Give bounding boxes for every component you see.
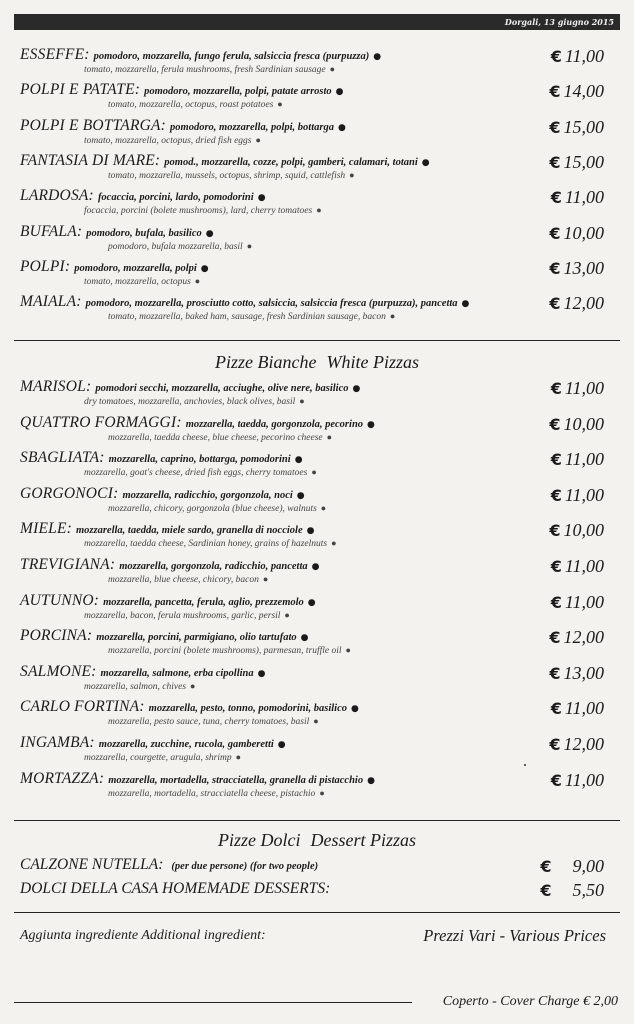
item-price [551, 556, 604, 577]
item-price [551, 187, 604, 208]
euro-icon: € [549, 223, 561, 243]
bullet-icon: ● [461, 299, 470, 310]
item-name: SBAGLIATA: [20, 449, 105, 467]
bullet-icon: ● [335, 87, 344, 98]
bullet-icon: ● [255, 134, 261, 145]
item-price [549, 414, 604, 435]
price-value: 10,00 [563, 520, 604, 541]
bullet-icon: ● [284, 609, 290, 620]
item-ingredients-it: pomod., mozzarella, cozze, polpi, gamberi, calamari, totani [164, 156, 418, 168]
item-name: ESSEFFE: [20, 46, 90, 63]
item-ingredients-it: focaccia, porcini, lardo, pomodorini [97, 192, 254, 204]
dessert-price: € 9,00 [540, 856, 604, 876]
price-value: 11,00 [564, 484, 604, 505]
header-bar [14, 14, 620, 30]
menu-item [20, 770, 610, 800]
bullet-icon: ● [190, 680, 196, 691]
item-ingredients-en: mozzarella, goat's cheese, dried fish eggs, cherry tomatoes [84, 468, 308, 479]
item-ingredients-it: pomodoro, bufala, basilico [86, 227, 202, 239]
euro-icon: € [550, 450, 562, 470]
euro-icon: € [550, 557, 562, 576]
price-value: 12,00 [563, 627, 604, 648]
item-ingredients-it: mozzarella, taedda, gorgonzola, pecorino [185, 418, 364, 430]
item-ingredients-en: mozzarella, blue cheese, chicory, bacon [108, 575, 259, 585]
item-ingredients-it: mozzarella, gorgonzola, radicchio, pancetta [119, 561, 308, 572]
menu-item [20, 117, 610, 147]
bullet-icon: ● [320, 502, 327, 513]
cover-charge-label: Coperto - Cover Charge € 2,00 [442, 994, 618, 1009]
bullet-icon: ● [319, 787, 325, 798]
bullet-icon: ● [205, 228, 214, 239]
item-price [549, 627, 604, 648]
divider [14, 340, 620, 341]
item-name: POLPI E BOTTARGA: [20, 116, 167, 134]
menu-item [20, 734, 610, 764]
bullet-icon: ● [246, 240, 253, 251]
item-price [551, 46, 604, 67]
bullet-icon: ● [349, 169, 355, 180]
menu-item [20, 378, 610, 408]
item-price [551, 698, 604, 719]
menu-item [20, 592, 610, 622]
item-ingredients-it: pomodoro, mozzarella, polpi, bottarga [170, 121, 334, 133]
item-name: AUTUNNO: [20, 591, 100, 609]
dessert-name: CALZONE NUTELLA: [20, 856, 164, 873]
item-ingredients-it: pomodoro, mozzarella, prosciutto cotto, salsiccia, salsiccia fresca (purpuzza), pancetta [85, 298, 458, 310]
item-name: MARISOL: [20, 378, 92, 395]
item-ingredients-it: pomodori secchi, mozzarella, acciughe, olive nere, basilico [95, 383, 349, 394]
item-name: MAIALA: [20, 293, 82, 311]
item-ingredients-it: mozzarella, taedda, miele sardo, granella di nocciole [76, 525, 303, 537]
bullet-icon: ● [277, 99, 283, 110]
item-name: BUFALA: [20, 222, 83, 240]
item-ingredients-en: tomato, mozzarella, octopus, roast potatoes [108, 100, 274, 111]
bullet-icon: ● [345, 645, 351, 656]
item-price [549, 223, 604, 244]
euro-icon: € [550, 188, 562, 208]
menu-item [20, 663, 610, 693]
location-date: Dorgali, 13 giugno 2015 [504, 17, 614, 27]
menu-item [20, 414, 610, 444]
dessert-price: € 5,50 [540, 880, 604, 900]
item-price [549, 117, 604, 138]
footer-rule [14, 1002, 412, 1003]
bullet-icon: ● [421, 157, 430, 168]
dessert-row [20, 880, 610, 902]
item-price [549, 734, 604, 755]
menu-item [20, 187, 610, 217]
price-value: 11,00 [564, 769, 604, 790]
item-ingredients-en: tomato, mozzarella, mussels, octopus, shrimp, squid, cattlefish [108, 170, 346, 181]
menu-item [20, 81, 610, 111]
various-prices-label: Prezzi Vari - Various Prices [423, 926, 606, 945]
item-price [551, 485, 604, 506]
bullet-icon: ● [326, 431, 333, 442]
menu-item [20, 449, 610, 479]
bullet-icon: ● [294, 455, 303, 466]
bullet-icon: ● [316, 205, 322, 216]
white-title-en: White Pizzas [326, 352, 419, 372]
euro-icon: € [549, 663, 561, 683]
menu-item [20, 520, 610, 550]
bullet-icon: ● [257, 668, 266, 679]
price-value: 11,00 [564, 449, 604, 470]
price-value: 15,00 [563, 116, 604, 137]
item-ingredients-en: mozzarella, chicory, gorgonzola (blue cheese), walnuts [108, 503, 317, 514]
menu-item [20, 698, 610, 728]
item-ingredients-it: mozzarella, pesto, tonno, pomodorini, basilico [148, 703, 348, 715]
item-price [551, 770, 604, 791]
price-value: 11,00 [564, 591, 604, 612]
euro-icon: € [549, 735, 561, 754]
item-ingredients-en: tomato, mozzarella, octopus, dried fish eggs [84, 135, 252, 146]
item-name: QUATTRO FORMAGGI: [20, 413, 182, 431]
item-ingredients-en: mozzarella, bacon, ferula mushrooms, garlic, persil [84, 610, 281, 621]
bullet-icon: ● [311, 562, 320, 572]
euro-icon: € [549, 258, 561, 278]
item-price [549, 520, 604, 541]
item-ingredients-en: mozzarella, taedda cheese, Sardinian honey, grains of hazelnuts [84, 539, 328, 550]
bullet-icon: ● [296, 490, 305, 501]
item-name: SALMONE: [20, 662, 97, 680]
item-name: INGAMBA: [20, 734, 95, 751]
bullet-icon: ● [329, 64, 336, 74]
item-name: PORCINA: [20, 627, 93, 645]
price-value: 10,00 [563, 222, 604, 243]
euro-icon: € [549, 117, 561, 137]
bullet-icon: ● [351, 704, 359, 715]
menu-item [20, 46, 610, 76]
item-ingredients-en: mozzarella, salmon, chives [84, 681, 187, 692]
item-price [549, 258, 604, 279]
divider [14, 820, 620, 821]
cover-charge [443, 994, 618, 1010]
bullet-icon: ● [257, 193, 266, 204]
item-name: MIELE: [20, 520, 72, 538]
various-prices [20, 926, 606, 946]
item-name: CARLO FORTINA: [20, 698, 145, 716]
price-value: 11,00 [564, 46, 604, 66]
dessert-row [20, 856, 610, 878]
menu-item [20, 627, 610, 657]
bullet-icon: ● [389, 311, 396, 322]
item-ingredients-en: mozzarella, courgette, arugula, shrimp [84, 753, 232, 763]
euro-icon: € [550, 699, 562, 719]
euro-icon: € [550, 770, 562, 790]
bullet-icon: ● [331, 538, 337, 549]
item-price [549, 293, 604, 314]
item-ingredients-en: mozzarella, pesto sauce, tuna, cherry tomatoes, basil [108, 717, 310, 728]
dessert-title-en: Dessert Pizzas [310, 830, 416, 850]
item-name: FANTASIA DI MARE: [20, 151, 161, 169]
menu-item [20, 223, 610, 253]
bullet-icon: ● [367, 775, 375, 786]
divider [14, 912, 620, 913]
euro-icon: € [550, 379, 562, 398]
item-price [551, 592, 604, 613]
item-ingredients-it: mozzarella, mortadella, stracciatella, granella di pistacchio [108, 774, 364, 786]
menu-item [20, 485, 610, 515]
bullet-icon: ● [373, 52, 382, 62]
euro-icon: € [549, 414, 561, 434]
euro-icon: € [549, 82, 561, 102]
item-price [549, 81, 604, 102]
item-price [551, 449, 604, 470]
euro-icon: € [540, 881, 552, 900]
menu-item [20, 556, 610, 586]
bullet-icon: ● [299, 396, 305, 406]
item-price [549, 663, 604, 684]
item-ingredients-it: mozzarella, salmone, erba cipollina [100, 667, 254, 679]
item-ingredients-en: focaccia, porcini (bolete mushrooms), lard, cherry tomatoes [84, 206, 313, 217]
euro-icon: € [540, 857, 552, 876]
euro-icon: € [550, 592, 562, 612]
item-ingredients-it: pomodoro, mozzarella, polpi, patate arrosto [144, 86, 332, 98]
bullet-icon: ● [306, 526, 315, 537]
price-value: 10,00 [563, 413, 604, 434]
white-title-it: Pizze Bianche [215, 352, 317, 372]
dessert-section-title [0, 830, 634, 851]
item-ingredients-it: mozzarella, caprino, bottarga, pomodorini [108, 454, 291, 466]
price-value: 13,00 [563, 257, 604, 278]
item-ingredients-it: mozzarella, zucchine, rucola, gamberetti [98, 739, 274, 750]
euro-icon: € [549, 294, 561, 314]
item-name: LARDOSA: [20, 187, 94, 205]
bullet-icon: ● [311, 467, 317, 478]
bullet-icon: ● [200, 263, 209, 274]
price-value: 14,00 [563, 81, 604, 102]
item-name: POLPI: [20, 257, 71, 275]
bullet-icon: ● [235, 752, 242, 762]
price-value: 11,00 [564, 378, 604, 398]
bullet-icon: ● [352, 384, 361, 394]
price-value: 13,00 [563, 662, 604, 683]
item-ingredients-en: tomato, mozzarella, ferula mushrooms, fresh Sardinian sausage [84, 65, 326, 75]
bullet-icon: ● [300, 633, 309, 644]
dessert-title-it: Pizze Dolci [217, 830, 301, 850]
item-ingredients-it: mozzarella, pancetta, ferula, aglio, prezzemolo [103, 596, 304, 608]
item-ingredients-en: tomato, mozzarella, baked ham, sausage, fresh Sardinian sausage, bacon [108, 312, 386, 323]
item-ingredients-en: mozzarella, taedda cheese, blue cheese, pecorino cheese [108, 432, 323, 443]
item-ingredients-en: pomodoro, bufala mozzarella, basil [108, 241, 243, 252]
item-ingredients-it: pomodoro, mozzarella, polpi [74, 262, 197, 274]
euro-icon: € [549, 152, 561, 172]
item-name: POLPI E PATATE: [20, 81, 141, 99]
euro-icon: € [549, 628, 561, 648]
white-section-title [0, 352, 634, 373]
bullet-icon: ● [277, 740, 286, 750]
item-price [549, 152, 604, 173]
item-ingredients-it: pomodoro, mozzarella, fungo ferula, salsiccia fresca (purpuzza) [93, 51, 370, 62]
item-name: GORGONOCI: [20, 484, 119, 502]
item-ingredients-en: tomato, mozzarella, octopus [84, 276, 191, 287]
item-ingredients-en: dry tomatoes, mozzarella, anchovies, black olives, basil [84, 397, 296, 407]
euro-icon: € [549, 521, 561, 541]
price-value: 12,00 [563, 293, 604, 314]
bullet-icon: ● [262, 574, 269, 584]
item-name: TREVIGIANA: [20, 556, 116, 573]
item-price [551, 378, 604, 399]
item-ingredients-en: mozzarella, mortadella, stracciatella cheese, pistachio [108, 788, 316, 799]
menu-item [20, 258, 610, 288]
additional-label: Aggiunta ingrediente Additional ingredient: [20, 928, 266, 943]
menu-item [20, 293, 610, 323]
menu-item [20, 152, 610, 182]
bullet-icon: ● [307, 597, 316, 608]
price-value: 11,00 [564, 556, 604, 576]
item-ingredients-it: mozzarella, porcini, parmigiano, olio tartufato [96, 632, 297, 644]
dessert-name: DOLCI DELLA CASA HOMEMADE DESSERTS: [20, 880, 331, 897]
bullet-icon: ● [194, 275, 201, 286]
bullet-icon: ● [367, 419, 375, 430]
bullet-icon: ● [313, 716, 319, 727]
price-value: 11,00 [564, 187, 604, 208]
bullet-icon: ● [337, 122, 346, 133]
euro-icon: € [550, 47, 562, 66]
euro-icon: € [550, 485, 562, 505]
dessert-note: (per due persone) (for two people) [171, 861, 319, 872]
item-name: MORTAZZA: [20, 769, 105, 787]
speck [524, 764, 526, 766]
price-value: 15,00 [563, 151, 604, 172]
item-ingredients-it: mozzarella, radicchio, gorgonzola, noci [122, 489, 293, 501]
price-value: 11,00 [564, 698, 604, 719]
price-value: 12,00 [563, 734, 604, 754]
item-ingredients-en: mozzarella, porcini (bolete mushrooms), parmesan, truffle oil [108, 646, 342, 657]
